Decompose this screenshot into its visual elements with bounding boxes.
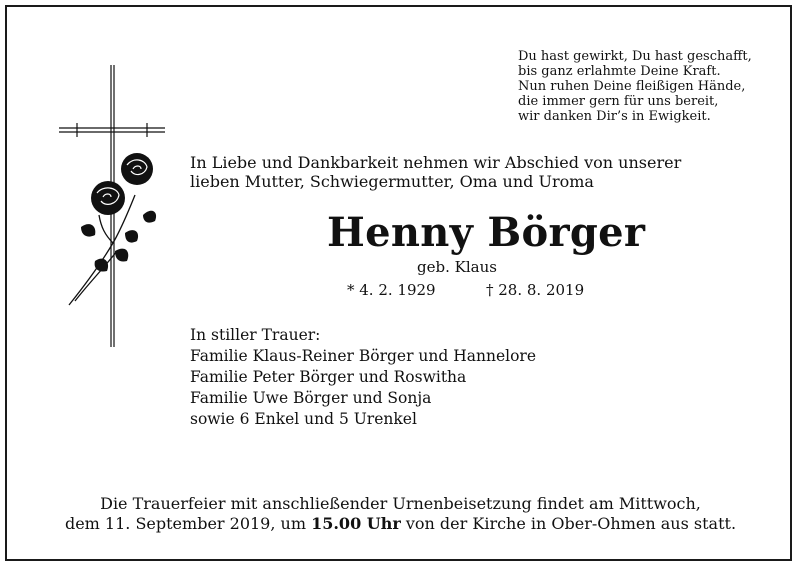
poem-line: die immer gern für uns bereit,	[518, 94, 719, 109]
mourner-line: Familie Klaus-Reiner Börger und Hannelore	[190, 347, 537, 365]
birth-date: * 4. 2. 1929	[347, 281, 436, 299]
service-location: von der Kirche in Ober-Ohmen aus statt.	[400, 514, 737, 533]
service-line	[7, 514, 794, 534]
poem-line: bis ganz erlahmte Deine Kraft.	[518, 64, 721, 79]
mourner-line: Familie Peter Börger und Roswitha	[190, 368, 467, 386]
mourner-line: Familie Uwe Börger und Sonja	[190, 389, 432, 407]
poem-line: Du hast gewirkt, Du hast geschafft,	[518, 49, 752, 64]
service-line: Die Trauerfeier mit anschließender Urnenbeisetzung findet am Mittwoch,	[100, 494, 701, 513]
death-date: † 28. 8. 2019	[486, 281, 585, 299]
obituary-notice	[5, 5, 792, 561]
funeral-service-info	[7, 494, 794, 534]
deceased-name: Henny Börger	[327, 209, 646, 256]
poem	[518, 49, 752, 124]
mourners-heading: In stiller Trauer:	[190, 326, 321, 344]
mourners-list	[190, 325, 536, 430]
intro-line: In Liebe und Dankbarkeit nehmen wir Abschied von unserer	[190, 153, 682, 172]
mourner-line: sowie 6 Enkel und 5 Urenkel	[190, 410, 417, 428]
intro-text	[190, 153, 681, 191]
service-date: dem 11. September 2019, um	[64, 514, 312, 533]
service-time: 15.00 Uhr	[311, 514, 401, 533]
cross-with-roses-icon	[55, 65, 175, 349]
maiden-name: geb. Klaus	[417, 258, 497, 276]
poem-line: wir danken Dir’s in Ewigkeit.	[518, 109, 711, 124]
intro-line: lieben Mutter, Schwiegermutter, Oma und Uroma	[190, 172, 594, 191]
poem-line: Nun ruhen Deine fleißigen Hände,	[518, 79, 746, 94]
